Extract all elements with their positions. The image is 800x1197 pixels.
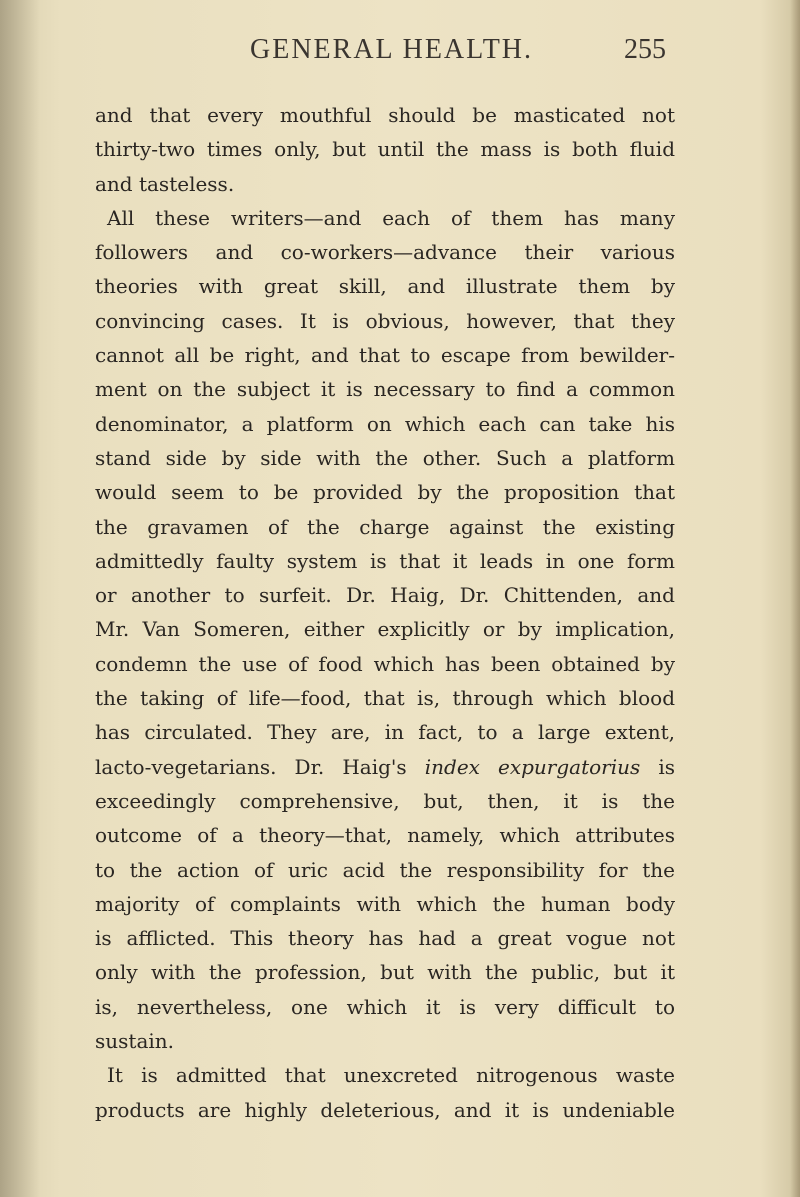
italic-phrase: index expurgatorius [424, 754, 641, 779]
text-line: ment on the subject it is necessary to find a common [95, 377, 675, 402]
text-line: exceedingly comprehensive, but, then, it is the [95, 788, 675, 813]
text-line: Mr. Van Someren, either explicitly or by implication, [95, 617, 675, 642]
line-text-after: is [640, 754, 675, 779]
text-line: All these writers—and each of them has many [107, 205, 675, 230]
text-line: and that every mouthful should be masticated not [95, 103, 675, 127]
text-line: only with the profession, but with the public, but it [95, 960, 675, 985]
text-line: the taking of life—food, that is, through which blood [95, 686, 675, 711]
text-line: outcome of a theory—that, namely, which attributes [95, 823, 675, 848]
running-head [0, 34, 800, 74]
text-line: stand side by side with the other. Such a platform [95, 445, 675, 470]
text-line: has circulated. They are, in fact, to a large extent, [95, 720, 675, 745]
line-text-before: lacto-vegetarians. Dr. Haig's [95, 754, 425, 779]
text-line: majority of complaints with which the human body [95, 891, 675, 916]
text-line: products are highly deleterious, and it is undeniable [95, 1097, 675, 1122]
text-line: theories with great skill, and illustrate them by [95, 274, 675, 299]
page-number: 255 [624, 34, 666, 65]
text-line: followers and co-workers—advance their various [95, 240, 675, 265]
text-line: It is admitted that unexcreted nitrogenous waste [107, 1063, 675, 1088]
text-line: denominator, a platform on which each can take his [95, 411, 675, 436]
text-line: thirty-two times only, but until the mass is both fluid [95, 137, 675, 162]
text-line: convincing cases. It is obvious, however, that they [95, 308, 675, 333]
text-line: is, nevertheless, one which it is very difficult to [95, 994, 675, 1019]
text-line: and tasteless. [95, 171, 235, 196]
text-line: sustain. [95, 1029, 175, 1054]
text-line: the gravamen of the charge against the existing [95, 514, 675, 539]
text-line: is afflicted. This theory has had a great vogue not [95, 926, 675, 951]
text-line: would seem to be provided by the proposition that [95, 480, 675, 505]
text-line: to the action of uric acid the responsibility for the [95, 857, 675, 882]
running-head-title: GENERAL HEALTH. [250, 34, 534, 65]
page-edge [790, 0, 800, 1197]
text-line: cannot all be right, and that to escape from bewilder- [95, 343, 675, 368]
gutter-shadow [0, 0, 40, 1197]
text-line: admittedly faulty system is that it leads in one form [95, 548, 675, 573]
text-line [95, 750, 675, 784]
body-text [95, 98, 675, 1127]
text-line: condemn the use of food which has been obtained by [95, 651, 675, 676]
text-line: or another to surfeit. Dr. Haig, Dr. Chittenden, and [95, 583, 675, 608]
